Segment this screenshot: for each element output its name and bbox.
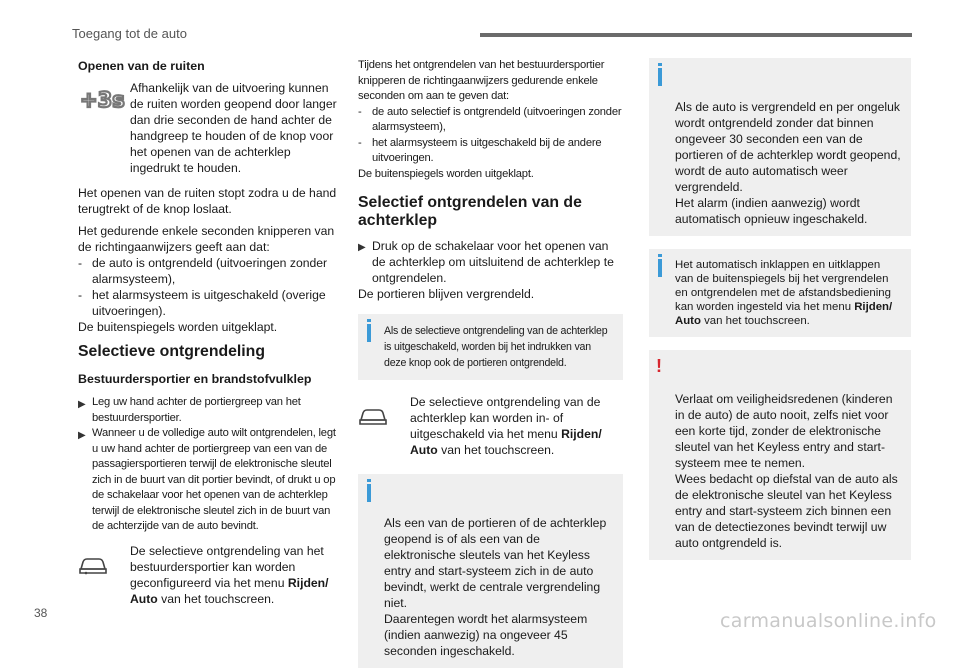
windows-row: [78, 82, 343, 176]
intro-text: Tijdens het ontgrendelen van het bestuurdersportier knipperen de richtingaanwijzers gedurende enkele seconden om aan te geven dat:: [358, 59, 605, 102]
heading-selective: Selectieve ontgrendeling: [78, 343, 265, 360]
column-2: [358, 58, 623, 668]
car-menu-row: [358, 394, 623, 458]
windows-text: Afhankelijk van de uitvoering kunnen de ruiten worden geopend door langer dan drie seconden de hand achter de handgreep te houden of de knop voor het openen van de achterklep ingedrukt te houden.: [130, 81, 337, 175]
info-note: Als de auto is vergrendeld en per ongeluk wordt ontgrendeld zonder dat binnen ongeveer 30 seconden een van de portieren of de achterklep wordt geopend, wordt de auto automatisch weer vergrendeld. Het alarm (indien aanwezig) wordt automatisch opnieuw ingeschakeld.: [649, 58, 911, 236]
info-bar-icon: [367, 324, 371, 342]
page-number: 38: [34, 606, 48, 620]
heading-windows: Openen van de ruiten: [78, 59, 205, 73]
indicators-text: Het gedurende enkele seconden knipperen van de richtingaanwijzers geeft aan dat:: [78, 224, 335, 254]
plus-3s-icon: [78, 82, 130, 121]
info-note: Het automatisch inklappen en uitklappen van de buitenspiegels bij het vergrendelen en ontgrendelen met de afstandsbediening kan worden ingesteld via het menu Rijden/ Auto van het touchscreen.: [649, 249, 911, 337]
info-bar-icon: [658, 68, 662, 86]
dash-item: - de auto is ontgrendeld (uitvoeringen zonder alarmsysteem),: [78, 256, 328, 286]
car-icon: [358, 394, 410, 433]
subheading-driver-door: Bestuurdersportier en brandstofvulklep: [78, 372, 312, 386]
bullet-item: ▶ Leg uw hand achter de portiergreep van het bestuurdersportier.: [78, 396, 301, 424]
column-1: [78, 58, 343, 607]
column-3: [649, 58, 911, 560]
plus-3s-label: +3s: [80, 88, 125, 112]
doors-locked-text: De portieren blijven vergrendeld.: [358, 287, 535, 301]
car-menu-text: De selectieve ontgrendeling van de achterklep kan worden in- of uitgeschakeld via het menu Rijden/ Auto van het touchscreen.: [410, 395, 602, 457]
info-note: Als een van de portieren of de achterklep geopend is of als een van de elektronische sleutels van het Keyless entry and start-systeem zich in de auto bevindt, werkt de centrale vergrendeling niet. Daarentegen wordt het alarmsysteem (indien aanwezig) na ongeveer 45 seconden ingeschakeld.: [358, 474, 623, 668]
info-note: Als de selectieve ontgrendeling van de achterklep is uitgeschakeld, worden bij het indrukken van deze knop ook de portieren ontgrendeld.: [358, 314, 623, 380]
section-header: Toegang tot de auto: [72, 26, 187, 41]
car-menu-row: [78, 543, 343, 607]
info-bar-icon: [367, 484, 371, 502]
bullet-item: ▶ Wanneer u de volledige auto wilt ontgrendelen, legt u uw hand achter de portiergreep van een van de passagiersportieren terwijl de elektronische sleutel zich in de buurt van dit portier bevindt, of drukt u op de schakelaar voor het openen van de achterklep terwijl de elektronische sleutel zich in de buurt van de achterzijde van de auto bevindt.: [78, 427, 336, 532]
header-rule: [480, 33, 912, 37]
dash-item: - de auto selectief is ontgrendeld (uitvoeringen zonder alarmsysteem),: [358, 105, 622, 133]
mirrors-text: De buitenspiegels worden uitgeklapt.: [78, 320, 278, 334]
car-menu-text: De selectieve ontgrendeling van het bestuurdersportier kan worden geconfigureerd via het menu Rijden/ Auto van het touchscreen.: [130, 543, 329, 606]
bullet-item: ▶ Druk op de schakelaar voor het openen van de achterklep om uitsluitend de achterklep te ontgrendelen.: [358, 239, 614, 285]
mirrors-text: De buitenspiegels worden uitgeklapt.: [358, 167, 534, 180]
info-bar-icon: [658, 259, 662, 277]
dash-item: - het alarmsysteem is uitgeschakeld (overige uitvoeringen).: [78, 288, 326, 318]
warning-note: ! Verlaat om veiligheidsredenen (kinderen in de auto) de auto nooit, zelfs niet voor een korte tijd, zonder de elektronische sleutel van het Keyless entry and start-systeem mee te nemen. Wees bedacht op diefstal van de auto als de elektronische sleutel van het Keyless entry and start-systeem zich binnen een van de detectiezones bevindt terwijl uw auto ontgrendeld is.: [649, 350, 911, 560]
dash-item: - het alarmsysteem is uitgeschakeld bij de andere uitvoeringen.: [358, 136, 602, 164]
watermark: carmanualsonline.info: [720, 610, 937, 632]
heading-tailgate: Selectief ontgrendelen van de achterklep: [358, 194, 582, 229]
warning-icon: !: [656, 356, 662, 376]
car-icon: [78, 543, 130, 582]
windows-stop-text: Het openen van de ruiten stopt zodra u de hand terugtrekt of de knop loslaat.: [78, 186, 337, 216]
